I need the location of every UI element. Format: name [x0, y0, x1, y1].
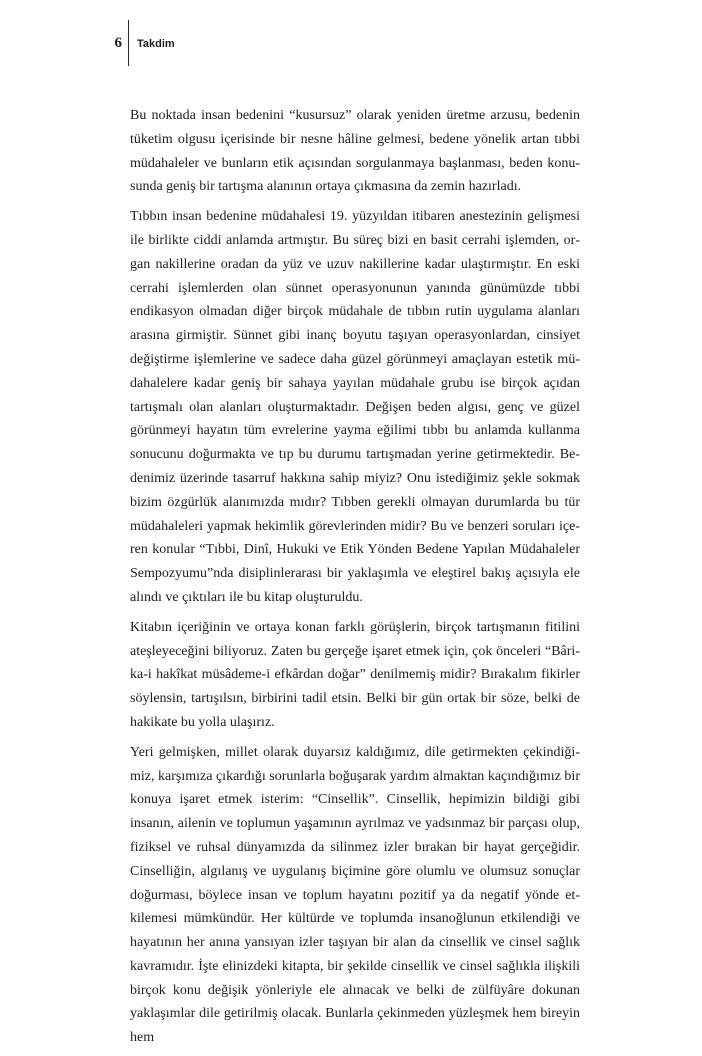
paragraph-3: Kitabın içeriğinin ve ortaya konan farklı görüşlerin, birçok tartışmanın fitilini ateşleyeceğini biliyoruz. Zaten bu gerçeğe işaret etmek için, çok önceleri “Bârika-i hakîkat müsâdeme-i efkârdan doğar” denilmemiş midir? Bırakalım fikirler söylensin, tartışılsın, birbirini tadil etsin. Belki bir gün ortak bir söze, belki de hakikate bu yolla ulaşırız.	[130, 619, 580, 730]
paragraph-4: Yeri gelmişken, millet olarak duyarsız kaldığımız, dile getirmekten çekindiğimiz, karşımıza çıkardığı sorunlarla boğuşarak yardım almaktan kaçındığımız bir konuya işaret etmek isterim: “Cinsellik”. Cinsellik, hepimizin bildiği gibi insanın, ailenin ve toplumun yaşamının ayrılmaz ve yadsınmaz bir parçası olup, fiziksel ve ruhsal dünyamızda da silinmez izler bırakan bir hayat gerçeğidir. Cinselliğin, algılanış ve uygulanış biçimine göre olumlu ve olumsuz sonuçlar doğurması, böylece insan ve toplum hayatını pozitif ya da negatif yönde etkilemesi mümkündür. Her kültürde ve toplumda insanoğlunun etkilendiği ve hayatının her anına yansıyan izler taşıyan bir alan da cinsellik ve cinsel sağlık kavramıdır. İşte elinizdeki kitapta, bir şekilde cinsellik ve cinsel sağlıkla ilişkili birçok konu değişik yönleriyle ele alınacak ve belki de zülfüyâre dokunan yaklaşımlar dile getirilmiş olacak. Bunlarla çekinmeden yüzleşmek hem bireyin hem	[130, 744, 580, 1046]
paragraph-1: Bu noktada insan bedenini “kusursuz” olarak yeniden üretme arzusu, bedenin tüketim olgusu içerisinde bir nesne hâline gelmesi, bedene yönelik artan tıbbi müdahaleler ve bunların etik açısından sorgulanmaya başlanması, beden konusunda geniş bir tartışma alanının ortaya çıkmasına da zemin hazırladı.	[130, 108, 580, 195]
body-text	[130, 104, 580, 1056]
running-header	[0, 20, 702, 66]
paragraph-2: Tıbbın insan bedenine müdahalesi 19. yüzyıldan itibaren anestezinin gelişmesi ile birlikte ciddi anlamda artmıştır. Bu süreç bizi en basit cerrahi işlemden, organ nakillerine oradan da yüz ve uzuv nakillerine kadar ulaştırmıştır. En eski cerrahi işlemlerden olan sünnet operasyonunun yanında günümüzde tıbbi endikasyon olmadan diğer birçok müdahale de tıbbın rutin uygulama alanları arasına girmiştir. Sünnet gibi inanç boyutu taşıyan operasyonlardan, cinsiyet değiştirme işlemlerine ve sadece daha güzel görünmeyi amaçlayan estetik müdahalelere kadar geniş bir sahaya yayılan müdahale grubu ise birçok açıdan tartışmalı olan alanları oluşturmaktadır. Değişen beden algısı, genç ve güzel görünmeyi hayatın tüm evrelerine yayma eğilimi tıbbı bu anlamda kullanma sonucunu doğurmakta ve tıp bu durumu tartışmadan yerine getirmektedir. Bedenimiz üzerinde tasarruf hakkına sahip miyiz? Onu istediğimiz şekle sokmak bizim özgürlük alanımızda mıdır? Tıbben gerekli olmayan durumlarda bu tür müdahaleleri yapmak hekimlik görevlerinden midir? Bu ve benzeri soruları içeren konular “Tıbbi, Dinî, Hukuki ve Etik Yönden Bedene Yapılan Müdahaleler Sempozyumu”nda disiplinlerarası bir yaklaşımla ve eleştirel bakış açısıyla ele alındı ve çıktıları ile bu kitap oluşturuldu.	[130, 209, 580, 605]
running-title: Takdim	[137, 38, 175, 50]
page-number: 6	[114, 35, 122, 51]
header-divider-rule	[128, 20, 129, 66]
